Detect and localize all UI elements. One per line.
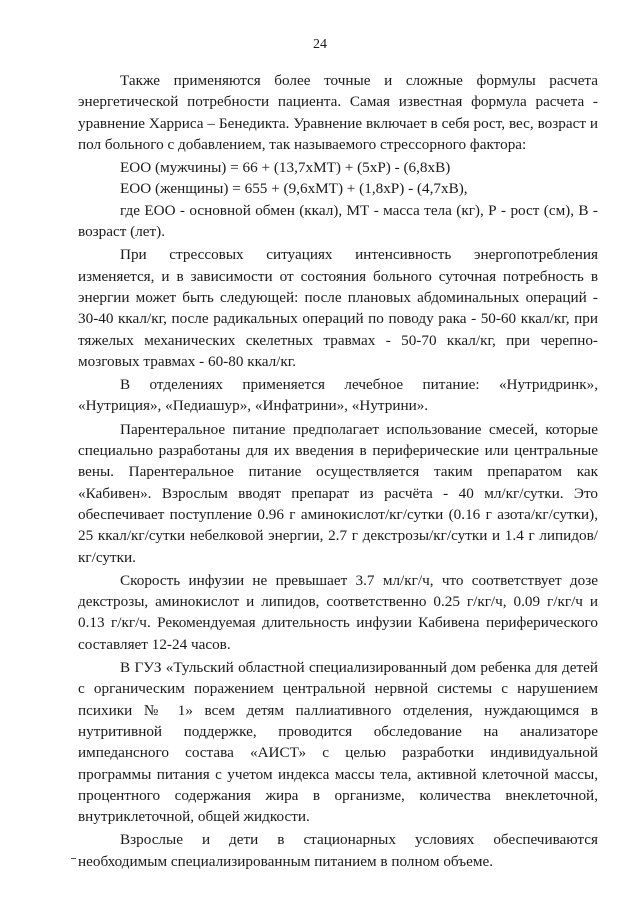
paragraph-parenteral-nutrition: Парентеральное питание предполагает использование смесей, которые специально разработаны для их введения в периферические или центральные вены. Парентеральное питание осуществляется таким препаратом как «Кабивен». Взрослым вводят препарат из расчёта - 40 мл/кг/сутки. Это обеспечивает поступление 0.96 г аминокислот/кг/сутки (0.16 г азота/кг/сутки), 25 ккал/кг/сутки небелковой энергии, 2.7 г декстрозы/кг/сутки и 1.4 г липидов/кг/сутки. <box>78 420 598 566</box>
paragraph-stress-requirements: При стрессовых ситуациях интенсивность энергопотребления изменяется, и в зависимости от состояния больного суточная потребность в энергии может быть следующей: после плановых абдоминальных операций - 30-40 ккал/кг, после радикальных операций по поводу рака - 50-60 ккал/кг, при тяжелых механических скелетных травмах - 50-70 ккал/кг, при черепно-мозговых травмах - 60-80 ккал/кг. <box>78 246 598 370</box>
paragraph-energy-formulas-intro: Также применяются более точные и сложные формулы расчета энергетической потребности пациента. Самая известная формула расчета - уравнение Харриса – Бенедикта. Уравнение включает в себя рост, вес, возраст и пол больного с добавлением, так называемого стрессорного фактора: <box>78 72 598 153</box>
paragraph-enteral-products: В отделениях применяется лечебное питание: «Нутридринк», «Нутриция», «Педиашур», «Инфатрини», «Нутрини». <box>78 376 598 415</box>
formula-men: ЕОО (мужчины) = 66 + (13,7хМТ) + (5хР) - (6,8хВ) <box>120 159 451 177</box>
paragraph-formula-legend: где ЕОО - основной обмен (ккал), МТ - масса тела (кг), Р - рост (см), В - возраст (лет). <box>78 201 598 241</box>
formula-women: ЕОО (женщины) = 655 + (9,6хМТ) + (1,8хР) - (4,7хВ), <box>120 180 468 198</box>
paragraph-aist-analysis: В ГУЗ «Тульский областной специализированный дом ребенка для детей с органическим поражением центральной нервной системы с нарушением психики № 1» всем детям паллиативного отделения, нуждающимся в нутритивной поддержке, проводится обследование на анализаторе импедансного состава «АИСТ» с целью разработки индивидуальной программы питания с учетом индекса массы тела, активной клеточной массы, процентного содержания жира в организме, количества внеклеточной, внутриклеточной, общей жидкости. <box>78 659 598 826</box>
page-number: 24 <box>313 37 327 52</box>
paragraph-provision: Взрослые и дети в стационарных условиях обеспечиваются необходимым специализированным питанием в полном объеме. <box>78 831 598 870</box>
document-body <box>78 70 598 872</box>
paragraph-infusion-rate: Скорость инфузии не превышает 3.7 мл/кг/ч, что соответствует дозе декстрозы, аминокислот и липидов, соответственно 0.25 г/кг/ч, 0.09 г/кг/ч и 0.13 г/кг/ч. Рекомендуемая длительность инфузии Кабивена периферического составляет 12-24 часов. <box>78 571 598 653</box>
scan-mark <box>71 858 76 859</box>
